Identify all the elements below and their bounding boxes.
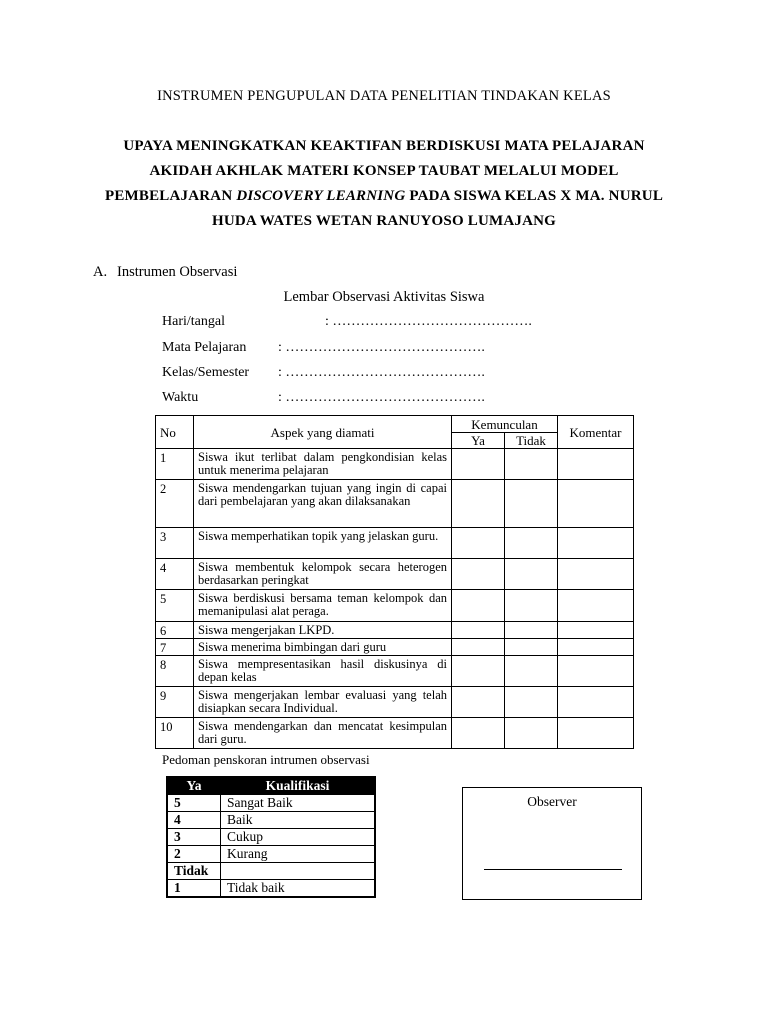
scoring-label: Baik: [221, 812, 376, 829]
cell-komentar[interactable]: [558, 559, 634, 590]
row-number: 5: [156, 590, 194, 622]
scoring-row: [167, 846, 375, 863]
scoring-value: Tidak: [167, 863, 221, 880]
scoring-header-ya: Ya: [167, 777, 221, 795]
cell-ya[interactable]: [452, 718, 505, 749]
header-ya: Ya: [452, 433, 505, 449]
title-line-3-pre: PEMBELAJARAN: [104, 188, 237, 204]
header-tidak: Tidak: [505, 433, 558, 449]
table-row: [156, 718, 634, 749]
scoring-label: Cukup: [221, 829, 376, 846]
scoring-row: [167, 812, 375, 829]
field-label: Kelas/Semester: [162, 365, 250, 380]
row-number: 2: [156, 480, 194, 528]
row-aspek: Siswa membentuk kelompok secara heterogen berdasarkan peringkat: [194, 559, 452, 590]
field-label: Mata Pelajaran: [162, 340, 247, 355]
table-row: [156, 449, 634, 480]
scoring-guide-title: Pedoman penskoran intrumen observasi: [162, 752, 370, 767]
row-aspek: Siswa mempresentasikan hasil diskusinya di depan kelas: [194, 656, 452, 687]
row-aspek: Siswa mengerjakan LKPD.: [194, 622, 452, 639]
cell-ya[interactable]: [452, 480, 505, 528]
cell-tidak[interactable]: [505, 639, 558, 656]
scoring-row: [167, 829, 375, 846]
observation-table: [155, 415, 634, 749]
cell-ya[interactable]: [452, 656, 505, 687]
observer-signature-line[interactable]: [484, 869, 622, 870]
title-line-1: UPAYA MENINGKATKAN KEAKTIFAN BERDISKUSI MATA PELAJARAN: [123, 138, 645, 154]
scoring-row: [167, 880, 375, 898]
row-number: 8: [156, 656, 194, 687]
cell-tidak[interactable]: [505, 480, 558, 528]
header-komentar: Komentar: [558, 416, 634, 449]
cell-tidak[interactable]: [505, 718, 558, 749]
cell-komentar[interactable]: [558, 528, 634, 559]
cell-ya[interactable]: [452, 528, 505, 559]
table-row: [156, 559, 634, 590]
row-aspek: Siswa ikut terlibat dalam pengkondisian kelas untuk menerima pelajaran: [194, 449, 452, 480]
cell-tidak[interactable]: [505, 559, 558, 590]
field-label: Hari/tangal: [162, 314, 225, 329]
cell-komentar[interactable]: [558, 480, 634, 528]
title-line-3: [0, 188, 768, 205]
cell-tidak[interactable]: [505, 656, 558, 687]
row-number: 10: [156, 718, 194, 749]
scoring-value: 2: [167, 846, 221, 863]
section-label: Instrumen Observasi: [117, 264, 238, 280]
scoring-label: Tidak baik: [221, 880, 376, 898]
scoring-value: 3: [167, 829, 221, 846]
cell-komentar[interactable]: [558, 639, 634, 656]
row-aspek: Siswa mendengarkan dan mencatat kesimpulan dari guru.: [194, 718, 452, 749]
scoring-row: [167, 863, 375, 880]
row-aspek: Siswa berdiskusi bersama teman kelompok dan memanipulasi alat peraga.: [194, 590, 452, 622]
row-number: 1: [156, 449, 194, 480]
row-aspek: Siswa mengerjakan lembar evaluasi yang telah disiapkan secara Individual.: [194, 687, 452, 718]
row-number: 4: [156, 559, 194, 590]
field-label: Waktu: [162, 390, 199, 405]
scoring-row: [167, 795, 375, 812]
cell-tidak[interactable]: [505, 687, 558, 718]
scoring-label: [221, 863, 376, 880]
header-aspek: Aspek yang diamati: [194, 416, 452, 449]
row-number: 6: [156, 622, 194, 639]
cell-ya[interactable]: [452, 639, 505, 656]
cell-komentar[interactable]: [558, 687, 634, 718]
scoring-value: 5: [167, 795, 221, 812]
scoring-label: Sangat Baik: [221, 795, 376, 812]
cell-komentar[interactable]: [558, 449, 634, 480]
field-dots: : …………………………………….: [278, 340, 485, 355]
cell-komentar[interactable]: [558, 590, 634, 622]
table-row: [156, 480, 634, 528]
row-number: 3: [156, 528, 194, 559]
sheet-title: Lembar Observasi Aktivitas Siswa: [283, 289, 485, 305]
table-row: [156, 528, 634, 559]
cell-ya[interactable]: [452, 687, 505, 718]
title-line-2: AKIDAH AKHLAK MATERI KONSEP TAUBAT MELALUI MODEL: [149, 163, 619, 179]
observer-box: [462, 787, 642, 900]
cell-tidak[interactable]: [505, 622, 558, 639]
row-aspek: Siswa menerima bimbingan dari guru: [194, 639, 452, 656]
row-aspek: Siswa memperhatikan topik yang jelaskan guru.: [194, 528, 452, 559]
cell-komentar[interactable]: [558, 718, 634, 749]
scoring-value: 4: [167, 812, 221, 829]
scoring-header-kualifikasi: Kualifikasi: [221, 777, 376, 795]
title-line-4: HUDA WATES WETAN RANUYOSO LUMAJANG: [211, 213, 557, 229]
cell-ya[interactable]: [452, 449, 505, 480]
row-number: 7: [156, 639, 194, 656]
table-row: [156, 639, 634, 656]
header-no: No: [156, 416, 194, 449]
cell-ya[interactable]: [452, 559, 505, 590]
cell-komentar[interactable]: [558, 622, 634, 639]
scoring-label: Kurang: [221, 846, 376, 863]
row-aspek: Siswa mendengarkan tujuan yang ingin di capai dari pembelajaran yang akan dilaksanakan: [194, 480, 452, 528]
table-row: [156, 590, 634, 622]
table-row: [156, 622, 634, 639]
field-dots: : …………………………………….: [325, 314, 532, 329]
section-heading: [93, 264, 237, 281]
table-row: [156, 687, 634, 718]
cell-tidak[interactable]: [505, 528, 558, 559]
scoring-value: 1: [167, 880, 221, 898]
cell-tidak[interactable]: [505, 590, 558, 622]
title-line-3-italic: DISCOVERY LEARNING: [236, 188, 406, 204]
table-row: [156, 656, 634, 687]
cell-ya[interactable]: [452, 590, 505, 622]
field-dots: : …………………………………….: [278, 365, 485, 380]
row-number: 9: [156, 687, 194, 718]
cell-tidak[interactable]: [505, 449, 558, 480]
title-line-3-post: PADA SISWA KELAS X MA. NURUL: [405, 188, 664, 204]
header-kemunculan: Kemunculan: [452, 416, 558, 433]
scoring-table: [166, 776, 376, 898]
observer-label: Observer: [527, 794, 577, 809]
field-dots: : …………………………………….: [278, 390, 485, 405]
section-number: A.: [93, 264, 108, 280]
document-header: INSTRUMEN PENGUPULAN DATA PENELITIAN TINDAKAN KELAS: [157, 88, 611, 104]
cell-komentar[interactable]: [558, 656, 634, 687]
cell-ya[interactable]: [452, 622, 505, 639]
